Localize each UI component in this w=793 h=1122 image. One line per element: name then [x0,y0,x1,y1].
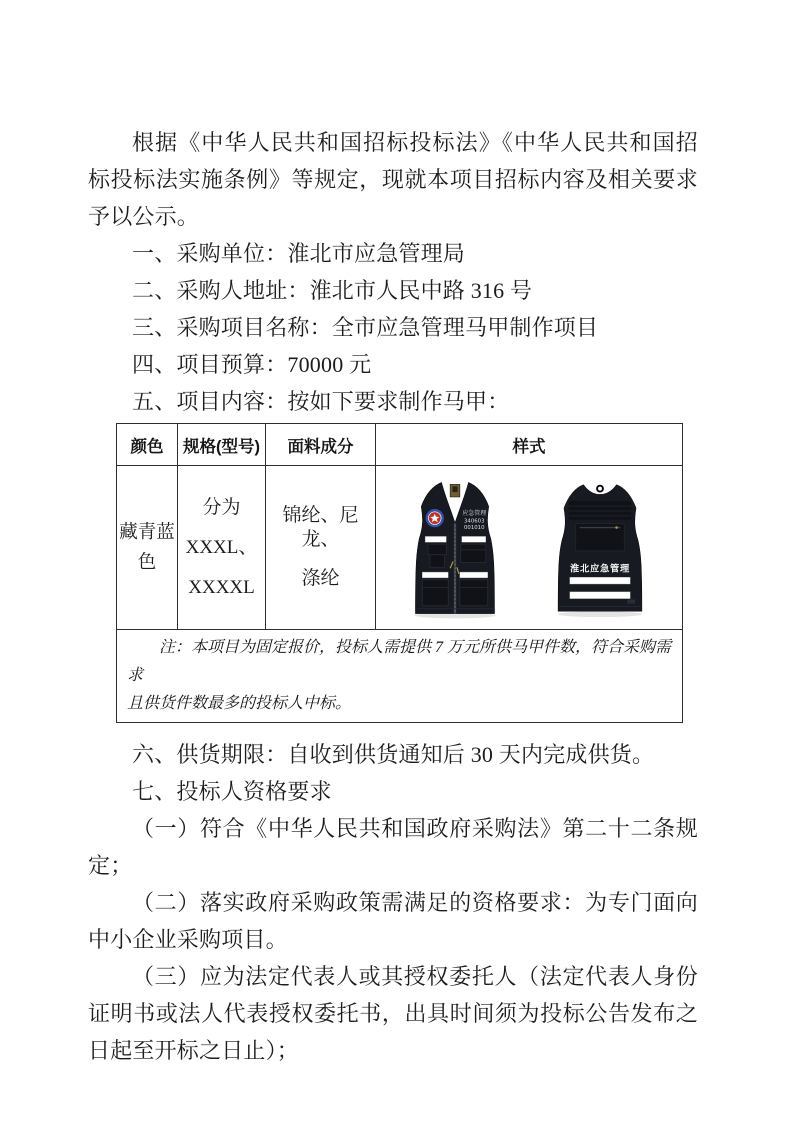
front-chest-text-line1: 应急管理 [462,509,487,517]
front-chest-text-line2: 340603 [464,517,485,524]
intro-paragraph: 根据《中华人民共和国招标投标法》《中华人民共和国招标投标法实施条例》等规定，现就本项目招标内容及相关要求予以公示。 [88,130,698,229]
spec-line: XXXXL [188,577,255,598]
col-header-spec: 规格(型号) [178,424,266,466]
spec-line: 分为 [202,497,241,518]
reflective-strip [422,572,448,578]
item-purchasing-unit: 一、采购单位：淮北市应急管理局 [132,241,466,266]
table-header-row [117,424,683,466]
fabric-line: 涤纶 [301,568,340,589]
reflective-strip [570,591,630,598]
table-row [117,466,683,630]
chest-pocket [461,544,486,562]
emergency-badge-icon [426,508,444,526]
hem-tab [627,599,635,603]
item-project-content: 五、项目内容：按如下要求制作马甲： [132,389,510,414]
col-header-style: 样式 [376,424,683,466]
item-project-budget: 四、项目预算：70000 元 [132,352,372,377]
cell-spec-value [178,466,266,630]
reflective-strip [570,577,630,584]
note-text-line1: 注：本项目为固定报价，投标人需提供 7 万元所供马甲件数，符合采购需求 [127,639,672,684]
qualification-sub2: （二）落实政府采购政策需满足的资格要求：为专门面向中小企业采购项目。 [88,890,698,952]
cell-color-value: 藏青蓝色 [117,466,178,630]
col-header-fabric: 面料成分 [266,424,376,466]
vest-back-image [544,475,656,621]
reflective-strip [462,536,486,542]
cell-style-samples [376,466,683,630]
reflective-strip [425,536,446,542]
table-note-row [117,630,683,723]
fabric-line: 锦纶、尼龙、 [282,505,359,550]
front-chest-text-line3: 001010 [464,524,485,531]
chest-pocket-flap [428,544,446,555]
col-header-color: 颜色 [117,424,178,466]
vest-shadow [558,611,642,617]
item-purchaser-address: 二、采购人地址：淮北市人民中路 316 号 [132,278,533,303]
note-text-line2: 且供货件数最多的投标人中标。 [127,695,352,712]
spec-line: XXXL、 [185,537,258,558]
reflective-strip [460,572,488,578]
collar-loop [597,485,603,491]
qualification-sub3: （三）应为法定代表人或其授权委托人（法定代表人身份证明书或法人代表授权委托书，出具时间须为投标公告发布之日起至开标之日止）； [88,964,698,1063]
cargo-pocket [460,579,488,605]
note-cell [117,630,683,723]
document-page [88,124,698,1069]
vest-front-image [402,474,508,622]
cargo-pocket [422,579,448,605]
vest-spec-table [116,423,683,723]
back-label-text: 淮北应急管理 [569,562,631,574]
chest-pocket [430,554,444,567]
item-supply-deadline: 六、供货期限：自收到供货通知后 30 天内完成供货。 [132,742,655,767]
cell-fabric-value [266,466,376,630]
collar-label-inner [452,486,457,492]
qualification-sub1: （一）符合《中华人民共和国政府采购法》第二十二条规定； [88,816,698,878]
item-bidder-qualification: 七、投标人资格要求 [132,779,332,804]
item-project-name: 三、采购项目名称：全市应急管理马甲制作项目 [132,315,599,340]
zipper-pull [615,526,618,529]
